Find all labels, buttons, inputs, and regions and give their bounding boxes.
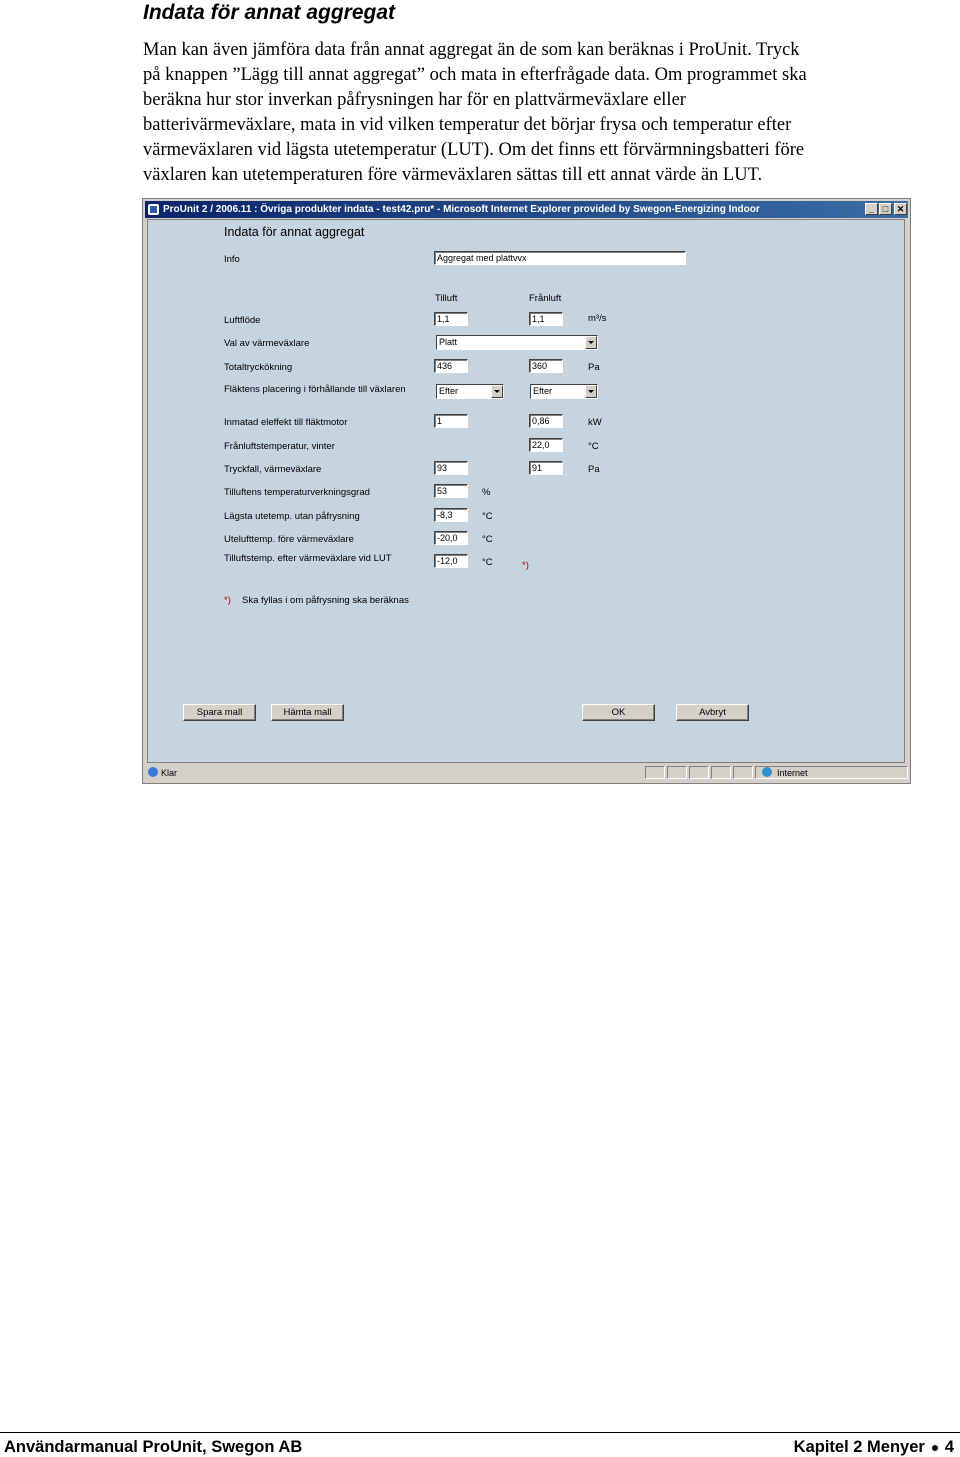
exhaust-temp-unit: °C [588, 441, 599, 452]
pressure-drop-exhaust-input[interactable]: 91 [529, 461, 563, 475]
status-text: Klar [161, 768, 178, 778]
fan-placement-supply-select[interactable] [436, 384, 504, 399]
maximize-button[interactable]: □ [879, 203, 892, 215]
body-paragraph [143, 38, 923, 188]
efficiency-label: Tilluftens temperaturverkningsgrad [224, 487, 370, 498]
info-input[interactable]: Aggregat med plattvvx [434, 251, 686, 265]
airflow-label: Luftflöde [224, 315, 261, 326]
form-title: Indata för annat aggregat [224, 225, 365, 239]
footnote-mark: *) [224, 595, 231, 606]
info-label: Info [224, 254, 240, 265]
total-pressure-unit: Pa [588, 362, 600, 373]
globe-icon [762, 767, 772, 777]
outdoor-temp-label: Utelufttemp. före värmeväxlare [224, 534, 354, 545]
outdoor-temp-input[interactable]: -20,0 [434, 531, 468, 545]
chevron-down-icon[interactable] [585, 385, 597, 398]
footer-right [794, 1437, 954, 1457]
airflow-unit: m³/s [588, 313, 607, 324]
footer-left: Användarmanual ProUnit, Swegon AB [4, 1438, 303, 1456]
status-segment [711, 766, 731, 779]
fan-power-label: Inmatad eleffekt till fläktmotor [224, 417, 348, 428]
outdoor-temp-unit: °C [482, 534, 493, 545]
save-template-button[interactable]: Spara mall [183, 704, 256, 721]
airflow-exhaust-input[interactable]: 1,1 [529, 312, 563, 326]
airflow-supply-input[interactable]: 1,1 [434, 312, 468, 326]
page-number: 4 [944, 1438, 954, 1456]
footer-rule [0, 1432, 960, 1433]
fan-placement-supply-value: Efter [439, 386, 459, 396]
browser-window-screenshot [142, 198, 911, 784]
fan-power-exhaust-input[interactable]: 0,86 [529, 414, 563, 428]
footer-chapter: Kapitel 2 Menyer [793, 1438, 925, 1456]
paragraph-line: växlaren kan utetemperaturen före värmeväxlaren sättas till ett annat värde än LUT. [143, 165, 763, 185]
exhaust-temp-label: Frånluftstemperatur, vinter [224, 441, 335, 452]
page-icon [148, 767, 158, 777]
supply-temp-lut-label: Tilluftstemp. efter värmeväxlare vid LUT [224, 553, 392, 564]
status-segment [689, 766, 709, 779]
form-content [147, 219, 905, 763]
paragraph-line: beräkna hur stor inverkan påfrysningen har för en plattvärmeväxlare eller [143, 90, 686, 110]
frost-temp-input[interactable]: -8,3 [434, 508, 468, 522]
load-template-button[interactable]: Hämta mall [271, 704, 344, 721]
exhaust-temp-input[interactable]: 22,0 [529, 438, 563, 452]
paragraph-line: på knappen ”Lägg till annat aggregat” och mata in efterfrågade data. Om programmet ska [143, 65, 807, 85]
window-titlebar[interactable] [145, 201, 908, 218]
total-pressure-supply-input[interactable]: 436 [434, 359, 468, 373]
exchanger-type-value: Platt [439, 337, 458, 347]
window-title: ProUnit 2 / 2006.11 : Övriga produkter indata - test42.pru* - Microsoft Internet Explorer provided by Swegon-Energizing Indoor [163, 204, 760, 215]
zone-text: Internet [777, 768, 808, 778]
exchanger-type-select[interactable] [436, 335, 598, 350]
status-bar [145, 765, 908, 781]
status-segment [667, 766, 687, 779]
chevron-down-icon[interactable] [585, 336, 597, 349]
required-mark: *) [522, 560, 529, 571]
frost-temp-unit: °C [482, 511, 493, 522]
cancel-button[interactable]: Avbryt [676, 704, 749, 721]
fan-placement-label: Fläktens placering i förhållande till växlaren [224, 384, 406, 395]
column-header-supply: Tilluft [435, 293, 458, 304]
paragraph-line: Man kan även jämföra data från annat aggregat än de som kan beräknas i ProUnit. Tryck [143, 40, 800, 60]
pressure-drop-unit: Pa [588, 464, 600, 475]
section-heading: Indata för annat aggregat [143, 1, 396, 24]
minimize-button[interactable]: _ [865, 203, 878, 215]
fan-placement-exhaust-value: Efter [533, 386, 553, 396]
supply-temp-lut-unit: °C [482, 557, 493, 568]
paragraph-line: batterivärmeväxlare, mata in vid vilken temperatur det börjar frysa och temperatur efter [143, 115, 792, 135]
fan-power-supply-input[interactable]: 1 [434, 414, 468, 428]
fan-placement-exhaust-select[interactable] [530, 384, 598, 399]
bullet-icon [932, 1445, 938, 1451]
fan-power-unit: kW [588, 417, 602, 428]
efficiency-unit: % [482, 487, 491, 498]
ok-button[interactable]: OK [582, 704, 655, 721]
column-header-exhaust: Frånluft [529, 293, 562, 304]
total-pressure-label: Totaltryckökning [224, 362, 293, 373]
efficiency-input[interactable]: 53 [434, 484, 468, 498]
supply-temp-lut-input[interactable]: -12,0 [434, 554, 468, 568]
status-segment [733, 766, 753, 779]
total-pressure-exhaust-input[interactable]: 360 [529, 359, 563, 373]
pressure-drop-supply-input[interactable]: 93 [434, 461, 468, 475]
close-button[interactable]: ✕ [894, 203, 907, 215]
frost-temp-label: Lägsta utetemp. utan påfrysning [224, 511, 360, 522]
paragraph-line: värmeväxlaren vid lägsta utetemperatur (LUT). Om det finns ett förvärmningsbatteri före [143, 140, 805, 160]
pressure-drop-label: Tryckfall, värmeväxlare [224, 464, 322, 475]
footnote-text: Ska fyllas i om påfrysning ska beräknas [242, 595, 409, 606]
status-segment [645, 766, 665, 779]
ie-icon [148, 204, 159, 215]
exchanger-type-label: Val av värmeväxlare [224, 338, 310, 349]
chevron-down-icon[interactable] [491, 385, 503, 398]
